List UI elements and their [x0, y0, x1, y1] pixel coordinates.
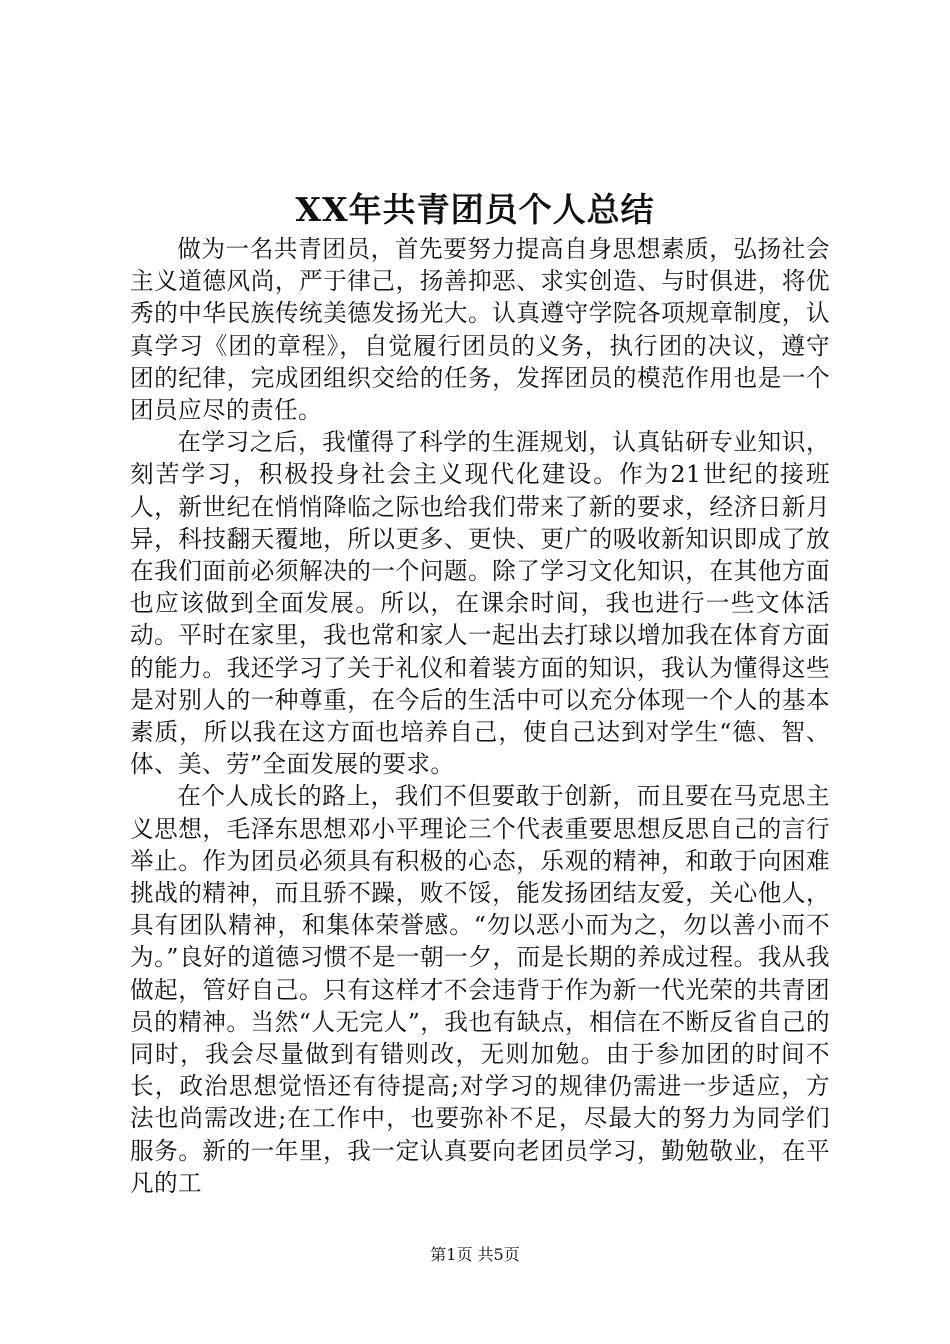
paragraph-1: 做为一名共青团员，首先要努力提高自身思想素质，弘扬社会主义道德风尚，严于律己，扬善抑恶、求实创造、与时俱进，将优秀的中华民族传统美德发扬光大。认真遵守学院各项规章制度，认真学习《团的章程》，自觉履行团员的义务，执行团的决议，遵守团的纪律，完成团组织交给的任务，发挥团员的模范作用也是一个团员应尽的责任。 [130, 235, 830, 425]
paragraph-3: 在个人成长的路上，我们不但要敢于创新，而且要在马克思主义思想，毛泽东思想邓小平理论三个代表重要思想反思自己的言行举止。作为团员必须具有积极的心态，乐观的精神，和敢于向困难挑战的精神，而且骄不躁，败不馁，能发扬团结友爱，关心他人，具有团队精神，和集体荣誉感。“勿以恶小而为之，勿以善小而不为。”良好的道德习惯不是一朝一夕，而是长期的养成过程。我从我做起，管好自己。只有这样才不会违背于作为新一代光荣的共青团员的精神。当然“人无完人”，我也有缺点，相信在不断反省自己的同时，我会尽量做到有错则改，无则加勉。由于参加团的时间不长，政治思想觉悟还有待提高;对学习的规律仍需进一步适应，方法也尚需改进;在工作中，也要弥补不足，尽最大的努力为同学们服务。新的一年里，我一定认真要向老团员学习，勤勉敬业，在平凡的工 [130, 782, 830, 1197]
document-title: XX年共青团员个人总结 [295, 190, 655, 229]
paragraph-2: 在学习之后，我懂得了科学的生涯规划，认真钻研专业知识，刻苦学习，积极投身社会主义现代化建设。作为21世纪的接班人，新世纪在悄悄降临之际也给我们带来了新的要求，经济日新月异，科技翻天覆地，所以更多、更快、更广的吸收新知识即成了放在我们面前必须解决的一个问题。除了学习文化知识，在其他方面也应该做到全面发展。所以，在课余时间，我也进行一些文体活动。平时在家里，我也常和家人一起出去打球以增加我在体育方面的能力。我还学习了关于礼仪和着装方面的知识，我认为懂得这些是对别人的一种尊重，在今后的生活中可以充分体现一个人的基本素质，所以我在这方面也培养自己，使自己达到对学生“德、智、体、美、劳”全面发展的要求。 [130, 428, 830, 779]
document-body [130, 233, 830, 1199]
page-footer: 第1页 共5页 [430, 1245, 520, 1264]
